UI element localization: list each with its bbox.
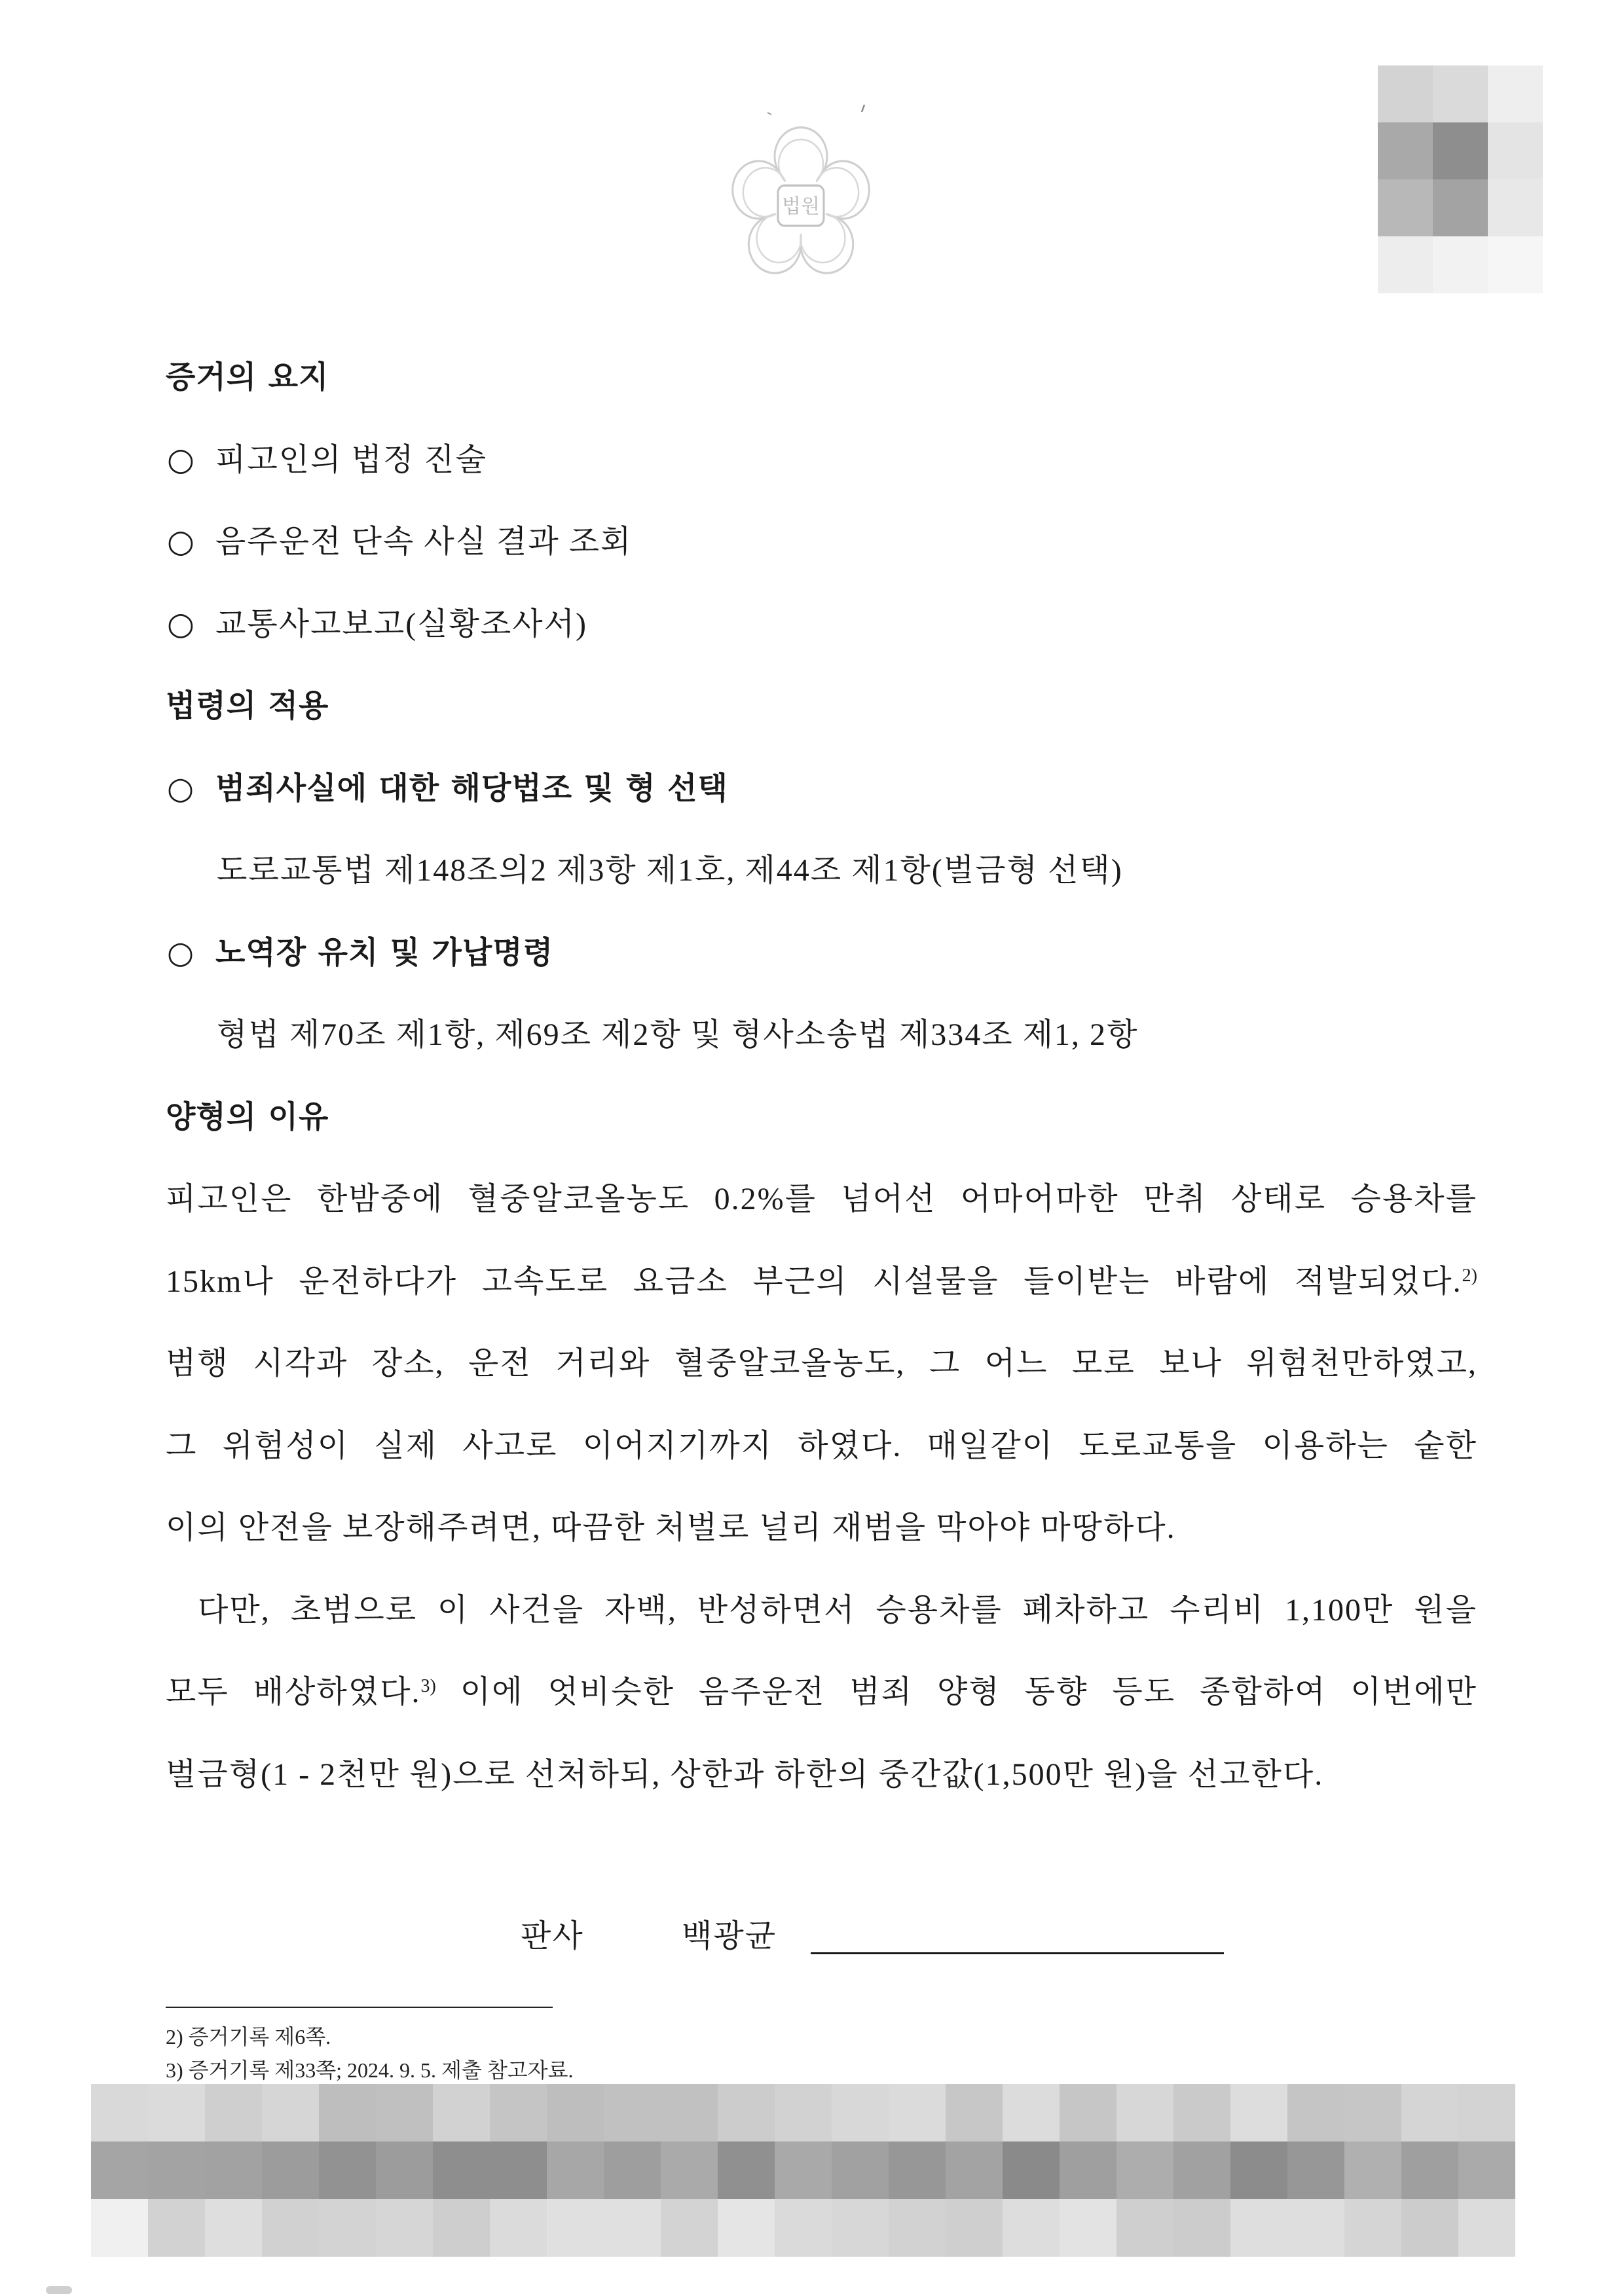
mosaic-cell (718, 2199, 775, 2257)
mosaic-cell (775, 2084, 832, 2141)
redaction-mosaic-top (1378, 65, 1543, 293)
footnote-mark: 3) (166, 2058, 183, 2082)
mosaic-cell (1287, 2141, 1344, 2199)
mosaic-cell (604, 2141, 661, 2199)
reasoning-line (166, 1651, 1477, 1734)
mosaic-cell (946, 2141, 1003, 2199)
mosaic-cell (433, 2084, 490, 2141)
mosaic-cell (1287, 2084, 1344, 2141)
mosaic-cell (319, 2141, 376, 2199)
reasoning-text: 범행 시각과 장소, 운전 거리와 혈중알코올농도, 그 어느 모로 보나 위험천만하였고, (166, 1346, 1477, 1381)
mosaic-cell (718, 2084, 775, 2141)
mosaic-cell (376, 2084, 433, 2141)
mosaic-cell (1401, 2084, 1458, 2141)
scan-mark (46, 2286, 72, 2294)
bullet-circle-icon: ○ (167, 934, 194, 971)
reasoning-line (166, 1158, 1477, 1241)
mosaic-cell (490, 2084, 547, 2141)
mosaic-cell (889, 2199, 946, 2257)
footnote-mark: 2) (166, 2025, 183, 2049)
signature-line (811, 1952, 1224, 1954)
mosaic-cell (1116, 2199, 1173, 2257)
mosaic-cell (91, 2141, 148, 2199)
mosaic-cell (1003, 2199, 1060, 2257)
mosaic-cell (205, 2141, 262, 2199)
mosaic-cell (490, 2141, 547, 2199)
scan-mark (862, 105, 864, 112)
mosaic-cell (1378, 179, 1433, 236)
reasoning-line (166, 1322, 1477, 1405)
evidence-item (166, 583, 1477, 666)
mosaic-cell (1003, 2141, 1060, 2199)
mosaic-cell (1378, 65, 1433, 122)
mosaic-cell (433, 2199, 490, 2257)
mosaic-cell (1458, 2199, 1515, 2257)
mosaic-cell (718, 2141, 775, 2199)
mosaic-cell (1433, 236, 1488, 293)
mosaic-cell (775, 2199, 832, 2257)
law-section-title (166, 748, 1477, 830)
mosaic-cell (1287, 2199, 1344, 2257)
evidence-item-text: 피고인의 법정 진술 (215, 442, 487, 477)
reasoning-line (166, 1487, 1477, 1569)
bullet-circle-icon: ○ (167, 605, 194, 642)
reasoning-text: 모두 배상하였다. (166, 1675, 421, 1709)
mosaic-cell (319, 2084, 376, 2141)
footnote-text: 증거기록 제33쪽; 2024. 9. 5. 제출 참고자료. (188, 2058, 574, 2082)
reasoning-text: 그 위험성이 실제 사고로 이어지기까지 하였다. 매일같이 도로교통을 이용하는 숱한 (166, 1428, 1477, 1463)
mosaic-cell (661, 2141, 718, 2199)
mosaic-cell (1173, 2141, 1230, 2199)
mosaic-cell (1433, 179, 1488, 236)
reasoning-line (166, 1569, 1477, 1652)
reasoning-text: 이에 엇비슷한 음주운전 범죄 양형 동향 등도 종합하여 이번에만 (435, 1675, 1477, 1709)
mosaic-cell (889, 2141, 946, 2199)
mosaic-cell (1003, 2084, 1060, 2141)
evidence-item (166, 419, 1477, 501)
law-section-title-text: 범죄사실에 대한 해당법조 및 형 선택 (215, 770, 728, 807)
footnote (166, 2054, 574, 2086)
reasoning-line (166, 1405, 1477, 1487)
mosaic-cell (1488, 122, 1543, 179)
mosaic-cell (1173, 2199, 1230, 2257)
mosaic-cell (889, 2084, 946, 2141)
judge-name: 백광균 (682, 1919, 777, 1954)
law-section-body: 형법 제70조 제1항, 제69조 제2항 및 형사소송법 제334조 제1, 2항 (217, 1017, 1139, 1052)
bullet-circle-icon: ○ (167, 441, 194, 478)
mosaic-cell (604, 2084, 661, 2141)
footnote-ref: 2) (1462, 1265, 1477, 1286)
evidence-item-text: 교통사고보고(실황조사서) (215, 606, 588, 642)
section-heading-law: 법령의 적용 (166, 688, 329, 724)
mosaic-cell (319, 2199, 376, 2257)
bullet-circle-icon: ○ (167, 770, 194, 807)
mosaic-cell (1401, 2199, 1458, 2257)
mosaic-cell (433, 2141, 490, 2199)
mosaic-cell (1433, 122, 1488, 179)
mosaic-cell (1230, 2199, 1287, 2257)
mosaic-cell (262, 2141, 319, 2199)
footnote-text: 증거기록 제6쪽. (188, 2025, 331, 2049)
mosaic-cell (1488, 65, 1543, 122)
mosaic-cell (1344, 2141, 1401, 2199)
footnote-ref: 3) (420, 1676, 436, 1696)
mosaic-cell (946, 2084, 1003, 2141)
mosaic-cell (1060, 2141, 1116, 2199)
mosaic-cell (1433, 65, 1488, 122)
reasoning-text: 15km나 운전하다가 고속도로 요금소 부근의 시설물을 들이받는 바람에 적발되었다. (166, 1264, 1462, 1299)
mosaic-cell (91, 2199, 148, 2257)
court-seal (720, 98, 884, 288)
law-section-title-text: 노역장 유치 및 가납명령 (215, 934, 554, 971)
scan-mark (767, 113, 771, 115)
mosaic-cell (547, 2141, 604, 2199)
mosaic-cell (1458, 2141, 1515, 2199)
mosaic-cell (1060, 2199, 1116, 2257)
judge-title: 판사 (521, 1919, 584, 1954)
section-heading-sentencing: 양형의 이유 (166, 1099, 329, 1135)
mosaic-cell (1060, 2084, 1116, 2141)
mosaic-cell (604, 2199, 661, 2257)
mosaic-cell (1116, 2141, 1173, 2199)
mosaic-cell (91, 2084, 148, 2141)
law-section-title (166, 912, 1477, 994)
mosaic-cell (1173, 2084, 1230, 2141)
mosaic-cell (946, 2199, 1003, 2257)
mosaic-cell (661, 2084, 718, 2141)
reasoning-text: 다만, 초범으로 이 사건을 자백, 반성하면서 승용차를 폐차하고 수리비 1,100만 원을 (198, 1592, 1477, 1628)
mosaic-cell (205, 2084, 262, 2141)
mosaic-cell (1344, 2084, 1401, 2141)
footnote-divider (166, 2007, 553, 2008)
evidence-item-text: 음주운전 단속 사실 결과 조회 (215, 524, 633, 559)
bullet-circle-icon: ○ (167, 523, 194, 560)
mosaic-cell (1378, 236, 1433, 293)
mosaic-cell (661, 2199, 718, 2257)
seal-text: 법원 (782, 195, 820, 218)
mosaic-cell (832, 2084, 889, 2141)
reasoning-text: 벌금형(1 - 2천만 원)으로 선처하되, 상한과 하한의 중간값(1,500만 원)을 선고한다. (166, 1757, 1324, 1792)
mosaic-cell (1230, 2141, 1287, 2199)
law-section-body: 도로교통법 제148조의2 제3항 제1호, 제44조 제1항(벌금형 선택) (217, 853, 1123, 888)
mosaic-cell (490, 2199, 547, 2257)
mosaic-cell (1378, 122, 1433, 179)
mosaic-cell (775, 2141, 832, 2199)
section-heading-evidence: 증거의 요지 (166, 359, 329, 395)
mosaic-cell (1458, 2084, 1515, 2141)
mosaic-cell (1488, 179, 1543, 236)
mosaic-cell (832, 2199, 889, 2257)
reasoning-line (166, 1241, 1477, 1323)
mosaic-cell (262, 2199, 319, 2257)
mosaic-cell (1488, 236, 1543, 293)
redaction-mosaic-bottom (91, 2084, 1515, 2257)
mosaic-cell (148, 2141, 205, 2199)
mosaic-cell (1344, 2199, 1401, 2257)
evidence-item (166, 501, 1477, 583)
mosaic-cell (1401, 2141, 1458, 2199)
reasoning-line (166, 1734, 1477, 1816)
reasoning-text: 이의 안전을 보장해주려면, 따끔한 처벌로 널리 재범을 막아야 마땅하다. (166, 1510, 1176, 1545)
mosaic-cell (262, 2084, 319, 2141)
mosaic-cell (547, 2084, 604, 2141)
mosaic-cell (376, 2141, 433, 2199)
judgment-body (166, 337, 1477, 1815)
footnote (166, 2020, 331, 2053)
mosaic-cell (148, 2199, 205, 2257)
mosaic-cell (547, 2199, 604, 2257)
mosaic-cell (376, 2199, 433, 2257)
mosaic-cell (148, 2084, 205, 2141)
reasoning-text: 피고인은 한밤중에 혈중알코올농도 0.2%를 넘어선 어마어마한 만취 상태로 승용차를 (166, 1182, 1477, 1216)
mosaic-cell (205, 2199, 262, 2257)
mosaic-cell (1116, 2084, 1173, 2141)
mosaic-cell (832, 2141, 889, 2199)
mosaic-cell (1230, 2084, 1287, 2141)
